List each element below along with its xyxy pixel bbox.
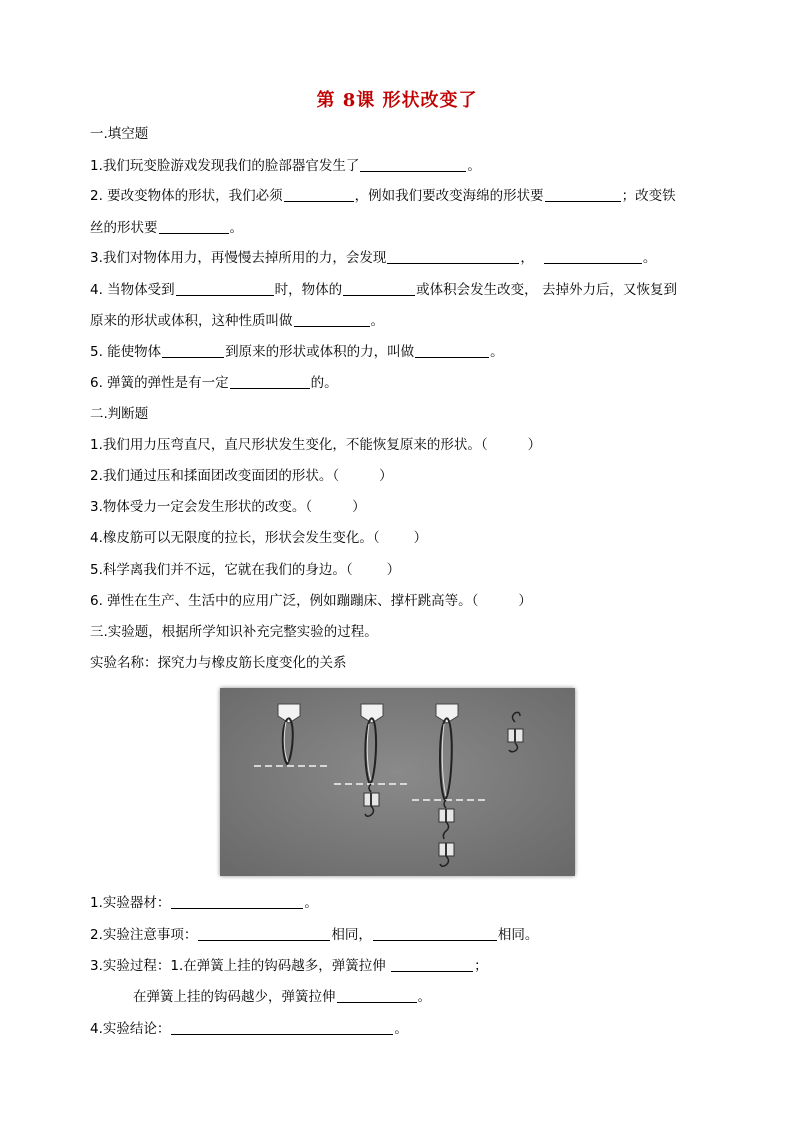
q1-4-end: 或体积会发生改变， 去掉外力后，又恢复到 — [416, 282, 677, 298]
question-1-5 — [90, 342, 504, 362]
section-1-heading: 一.填空题 — [90, 126, 149, 142]
answer-blank[interactable] — [171, 893, 303, 909]
judge-item-2 — [90, 466, 393, 486]
question-1-2 — [90, 186, 676, 206]
q1-2-end: ；改变铁 — [621, 188, 676, 204]
judge-item-3 — [90, 497, 366, 517]
q1-2-line2-text: 丝的形状要 — [90, 220, 158, 236]
question-1-1 — [90, 156, 481, 176]
q1-4-line2-end: 。 — [370, 313, 384, 329]
exp-q1-end: 。 — [304, 895, 318, 911]
answer-blank[interactable] — [544, 248, 642, 264]
answer-blank[interactable] — [171, 1019, 393, 1035]
judge-close-paren: ） — [518, 593, 532, 609]
section-2-heading: 二.判断题 — [90, 406, 149, 422]
judge-item-6 — [90, 591, 532, 611]
q1-2-line2-end: 。 — [229, 220, 243, 236]
question-1-6 — [90, 373, 338, 393]
exp-q2-mid: 相同， — [331, 927, 372, 943]
q1-1-text: 1.我们玩变脸游戏发现我们的脸部器官发生了 — [90, 158, 360, 174]
answer-blank[interactable] — [545, 186, 621, 202]
exp-q4-text: 4.实验结论： — [90, 1021, 171, 1037]
experiment-q2 — [90, 925, 538, 945]
question-1-4 — [90, 280, 677, 300]
exp-q3-text: 3.实验过程：1.在弹簧上挂的钩码越多，弹簧拉伸 — [90, 958, 391, 974]
exp-q3b-end: 。 — [417, 989, 431, 1005]
answer-blank[interactable] — [198, 925, 330, 941]
judge-item-text: 6. 弹性在生产、生活中的应用广泛，例如蹦蹦床、撑杆跳高等。（ — [90, 593, 479, 609]
answer-blank[interactable] — [294, 311, 370, 327]
q1-2-text: 2. 要改变物体的形状，我们必须 — [90, 188, 283, 204]
answer-blank[interactable] — [415, 342, 489, 358]
experiment-name: 实验名称：探究力与橡皮筋长度变化的关系 — [90, 655, 347, 671]
judge-item-text: 2.我们通过压和揉面团改变面团的形状。（ — [90, 468, 340, 484]
judge-item-text: 1.我们用力压弯直尺，直尺形状发生变化，不能恢复原来的形状。（ — [90, 437, 488, 453]
q1-4-mid: 时，物体的 — [274, 282, 343, 298]
spring-illustration — [220, 688, 575, 876]
section-3-heading: 三.实验题，根据所学知识补充完整实验的过程。 — [90, 624, 378, 640]
judge-close-paren: ） — [527, 437, 542, 453]
judge-close-paren: ） — [352, 499, 366, 515]
question-1-3 — [90, 248, 656, 268]
answer-blank[interactable] — [343, 280, 415, 296]
answer-blank[interactable] — [162, 342, 224, 358]
exp-q1-text: 1.实验器材： — [90, 895, 171, 911]
experiment-q4 — [90, 1019, 408, 1039]
q1-6-end: 的。 — [310, 375, 338, 391]
q1-3-end: 。 — [642, 250, 657, 266]
judge-close-paren: ） — [386, 562, 401, 578]
exp-q3-end: ； — [474, 958, 488, 974]
answer-blank[interactable] — [159, 218, 229, 234]
judge-item-1 — [90, 435, 541, 455]
q1-5-end: 。 — [490, 344, 504, 360]
q1-6-text: 6. 弹簧的弹性是有一定 — [90, 375, 229, 391]
spring-experiment-photo — [220, 688, 575, 876]
answer-blank[interactable] — [176, 280, 274, 296]
judge-item-4 — [90, 528, 427, 548]
judge-close-paren: ） — [413, 530, 428, 546]
answer-blank[interactable] — [284, 186, 354, 202]
judge-item-text: 4.橡皮筋可以无限度的拉长，形状会发生变化。（ — [90, 530, 380, 546]
q1-3-text: 3.我们对物体用力，再慢慢去掉所用的力，会发现 — [90, 250, 387, 266]
answer-blank[interactable] — [337, 987, 417, 1003]
answer-blank[interactable] — [230, 373, 310, 389]
page-title: 第 8课 形状改变了 — [316, 90, 478, 111]
exp-q4-end: 。 — [394, 1021, 408, 1037]
question-1-4-cont — [90, 311, 384, 331]
experiment-q3-cont — [133, 987, 431, 1007]
exp-q3b-text: 在弹簧上挂的钩码越少，弹簧拉伸 — [133, 989, 336, 1005]
exp-q2-end: 相同。 — [497, 927, 539, 943]
q1-4-line2-text: 原来的形状或体积，这种性质叫做 — [90, 313, 293, 329]
q1-5-mid: 到原来的形状或体积的力，叫做 — [225, 344, 415, 360]
judge-close-paren: ） — [379, 468, 393, 484]
exp-q2-text: 2.实验注意事项： — [90, 927, 198, 943]
q1-2-mid: ，例如我们要改变海绵的形状要 — [354, 188, 544, 204]
answer-blank[interactable] — [387, 248, 519, 264]
judge-item-text: 3.物体受力一定会发生形状的改变。（ — [90, 499, 313, 515]
question-1-2-cont — [90, 218, 243, 238]
answer-blank[interactable] — [373, 925, 497, 941]
experiment-q1 — [90, 893, 318, 913]
q1-5-text: 5. 能使物体 — [90, 344, 162, 360]
q1-3-mid: ， — [520, 250, 534, 266]
answer-blank[interactable] — [391, 956, 473, 972]
judge-item-5 — [90, 560, 400, 580]
answer-blank[interactable] — [360, 156, 466, 172]
judge-item-text: 5.科学离我们并不远，它就在我们的身边。（ — [90, 562, 353, 578]
q1-1-end: 。 — [467, 158, 481, 174]
q1-4-text: 4. 当物体受到 — [90, 282, 175, 298]
experiment-q3 — [90, 956, 488, 976]
